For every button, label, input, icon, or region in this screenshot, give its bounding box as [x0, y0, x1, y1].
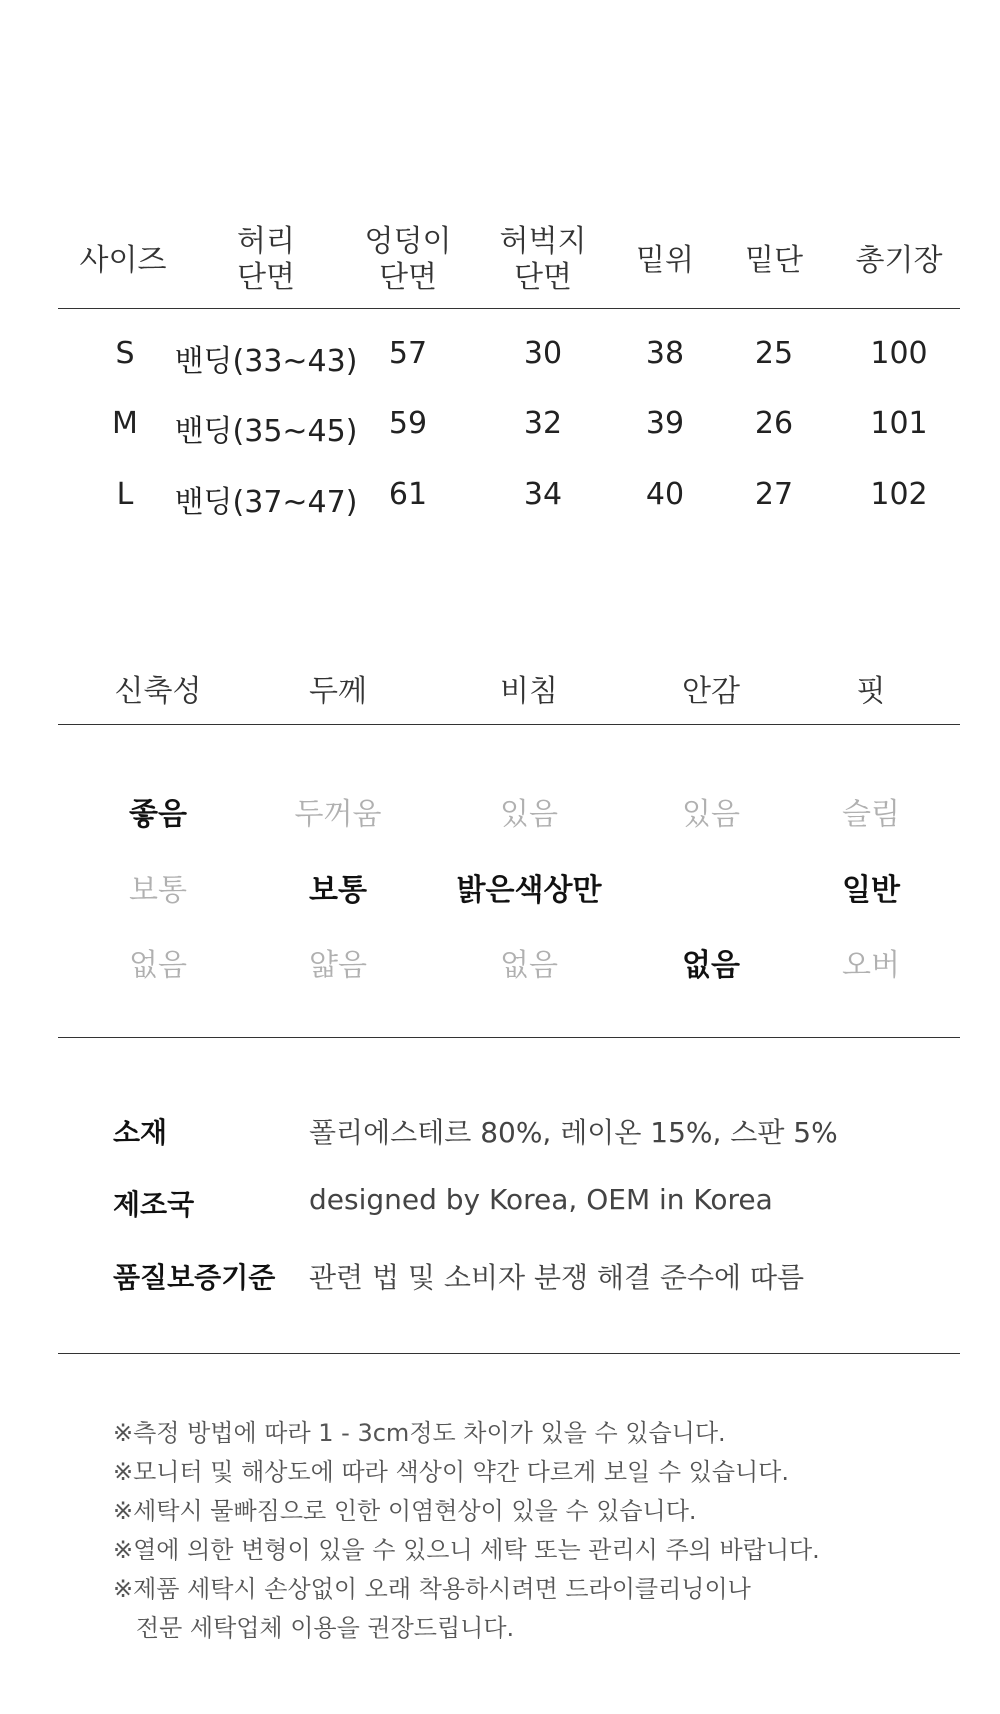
attr-header-lining: 안감: [682, 674, 740, 709]
attribute-table-divider: [58, 724, 960, 725]
attr-option: 두꺼움: [294, 797, 382, 832]
note-line: ※열에 의한 변형이 있을 수 있으니 세탁 또는 관리시 주의 바랍니다.: [113, 1536, 820, 1564]
row-rise: 38: [645, 336, 685, 371]
header-thigh-line1: 허벅지: [499, 224, 587, 259]
header-hip: [365, 224, 452, 296]
row-waist: 밴딩(33~43): [174, 344, 358, 379]
attr-option: 슬림: [842, 797, 900, 832]
attr-option: 있음: [500, 797, 558, 832]
row-hip: 59: [388, 406, 428, 441]
attr-option: 있음: [682, 797, 740, 832]
row-rise: 39: [645, 406, 685, 441]
row-length: 100: [870, 336, 928, 371]
attr-option: 얇음: [309, 948, 367, 983]
row-size: M: [112, 406, 138, 441]
attr-option-selected: 보통: [309, 873, 367, 908]
note-line: ※측정 방법에 따라 1 - 3cm정도 차이가 있을 수 있습니다.: [113, 1419, 726, 1447]
row-size: S: [115, 336, 135, 371]
row-thigh: 34: [523, 477, 563, 512]
attr-header-sheerness: 비침: [500, 674, 558, 709]
row-waist: 밴딩(37~47): [174, 485, 358, 520]
header-thigh: [500, 224, 587, 296]
header-size: [80, 243, 167, 279]
note-line: 전문 세탁업체 이용을 권장드립니다.: [113, 1614, 515, 1642]
spec-value: designed by Korea, OEM in Korea: [309, 1183, 773, 1216]
header-hip-line2: 단면: [379, 260, 437, 295]
attr-option-selected: 일반: [842, 873, 900, 908]
attr-header-stretch: 신축성: [114, 674, 202, 709]
header-rise-label: 밑위: [636, 243, 694, 278]
attr-option: 없음: [129, 948, 187, 983]
spec-label: 제조국: [113, 1188, 195, 1221]
header-hem: [745, 243, 803, 279]
header-waist: [237, 224, 295, 296]
row-rise: 40: [645, 477, 685, 512]
attr-option-selected: 좋음: [129, 797, 187, 832]
row-size: L: [116, 477, 134, 512]
header-hip-line1: 엉덩이: [364, 224, 452, 259]
header-length-label: 총기장: [855, 243, 943, 278]
spec-value: 관련 법 및 소비자 분쟁 해결 준수에 따름: [309, 1261, 805, 1294]
header-rise: [636, 243, 694, 279]
attr-header-fit: 핏: [856, 674, 886, 709]
header-waist-line1: 허리: [237, 224, 295, 259]
spec-label: 소재: [113, 1116, 168, 1149]
note-line: ※제품 세탁시 손상없이 오래 착용하시려면 드라이클리닝이나: [113, 1575, 751, 1603]
size-table-divider: [58, 308, 960, 309]
row-length: 101: [870, 406, 928, 441]
spec-value: 폴리에스테르 80%, 레이온 15%, 스판 5%: [309, 1116, 838, 1149]
attr-option-selected: 없음: [682, 948, 740, 983]
header-size-label: 사이즈: [79, 243, 167, 278]
row-length: 102: [870, 477, 928, 512]
attr-option-selected: 밝은색상만: [456, 873, 602, 908]
attribute-table-bottom-rule: [58, 1037, 960, 1038]
header-hem-label: 밑단: [745, 243, 803, 278]
spec-label: 품질보증기준: [113, 1261, 276, 1294]
row-thigh: 32: [523, 406, 563, 441]
row-hip: 61: [388, 477, 428, 512]
header-length: [856, 243, 943, 279]
row-hip: 57: [388, 336, 428, 371]
attr-option: 보통: [129, 873, 187, 908]
attr-header-thickness: 두께: [309, 674, 367, 709]
row-hem: 27: [754, 477, 794, 512]
note-line: ※세탁시 물빠짐으로 인한 이염현상이 있을 수 있습니다.: [113, 1497, 697, 1525]
attr-option: 오버: [842, 948, 900, 983]
header-waist-line2: 단면: [237, 260, 295, 295]
row-waist: 밴딩(35~45): [174, 414, 358, 449]
row-hem: 25: [754, 336, 794, 371]
spec-divider: [58, 1353, 960, 1354]
header-thigh-line2: 단면: [514, 260, 572, 295]
attr-option: 없음: [500, 948, 558, 983]
note-line: ※모니터 및 해상도에 따라 색상이 약간 다르게 보일 수 있습니다.: [113, 1458, 789, 1486]
row-thigh: 30: [523, 336, 563, 371]
row-hem: 26: [754, 406, 794, 441]
